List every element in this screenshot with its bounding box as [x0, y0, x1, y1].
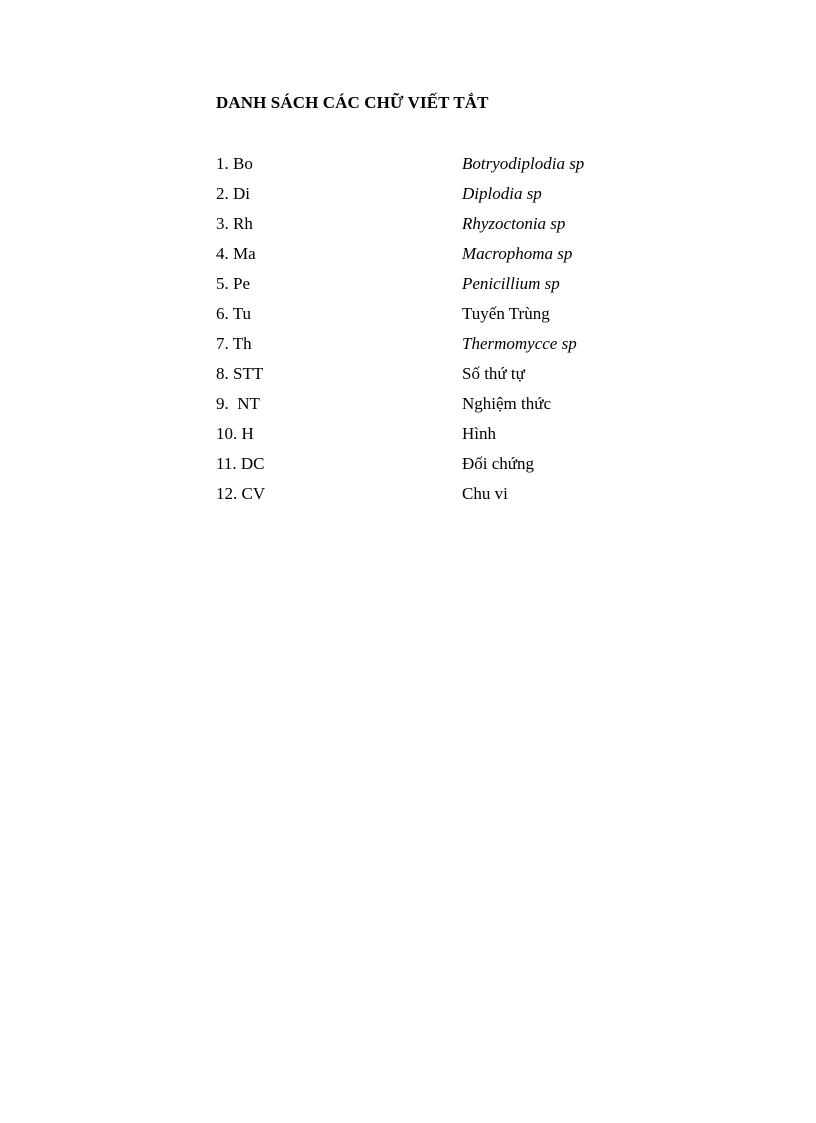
list-item [216, 483, 636, 513]
abbreviation-code: 1. Bo [216, 154, 253, 173]
list-item [216, 243, 636, 273]
abbreviation-code: 7. Th [216, 334, 252, 353]
abbreviation-meaning: Rhyzoctonia sp [462, 214, 566, 233]
abbreviation-code: 4. Ma [216, 244, 256, 263]
abbreviation-meaning: Botryodiplodia sp [462, 154, 585, 173]
abbreviation-meaning: Tuyến Trùng [462, 304, 550, 323]
abbreviation-code: 5. Pe [216, 274, 250, 293]
page-title: DANH SÁCH CÁC CHỮ VIẾT TẮT [216, 93, 489, 112]
abbreviation-code: 10. H [216, 424, 254, 443]
abbreviation-code: 3. Rh [216, 214, 253, 233]
abbreviation-code: 2. Di [216, 184, 250, 203]
list-item [216, 393, 636, 423]
list-item [216, 183, 636, 213]
list-item [216, 213, 636, 243]
abbreviation-meaning: Penicillium sp [462, 274, 560, 293]
list-item [216, 333, 636, 363]
abbreviation-meaning: Diplodia sp [462, 184, 542, 203]
abbreviation-code: 11. DC [216, 454, 265, 473]
abbreviation-list [216, 153, 636, 513]
abbreviation-meaning: Hình [462, 424, 496, 443]
list-item [216, 273, 636, 303]
list-item [216, 363, 636, 393]
abbreviation-meaning: Nghiệm thức [462, 394, 552, 413]
abbreviation-meaning: Số thứ tự [462, 364, 525, 383]
abbreviation-code: 9. NT [216, 394, 260, 413]
list-item [216, 153, 636, 183]
abbreviation-meaning: Thermomycce sp [462, 334, 577, 353]
list-item [216, 453, 636, 483]
abbreviation-code: 12. CV [216, 484, 266, 503]
list-item [216, 303, 636, 333]
abbreviation-code: 8. STT [216, 364, 264, 383]
list-item [216, 423, 636, 453]
abbreviation-code: 6. Tu [216, 304, 251, 323]
abbreviation-meaning: Đối chứng [462, 454, 535, 473]
abbreviation-meaning: Chu vi [462, 484, 508, 503]
abbreviation-meaning: Macrophoma sp [462, 244, 573, 263]
